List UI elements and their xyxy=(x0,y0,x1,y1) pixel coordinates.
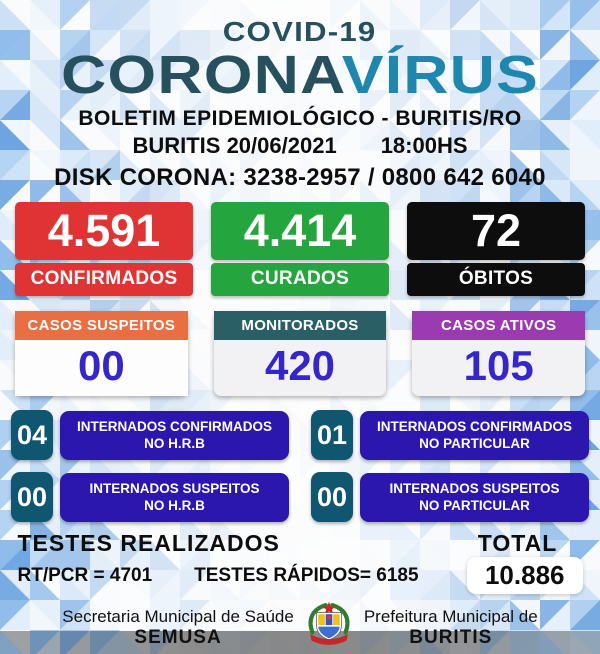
tests-total-label: TOTAL xyxy=(477,530,558,557)
hospitalized-suspected-hrb xyxy=(11,472,289,522)
hotline-line: DISK CORONA: 3238-2957 / 0800 642 6040 xyxy=(54,164,546,192)
title-corona: CORONA xyxy=(61,45,342,105)
secondary-stats-row xyxy=(15,311,585,396)
card-active-header: CASOS ATIVOS xyxy=(412,311,585,340)
tests-total-value: 10.886 xyxy=(467,557,583,594)
tests-section xyxy=(18,530,583,594)
hospitalized-suspected-hrb-label: INTERNADOS SUSPEITOS NO H.R.B xyxy=(60,473,289,522)
tests-rtpcr: RT/PCR = 4701 xyxy=(17,564,153,586)
hospitalized-confirmed-hrb-label: INTERNADOS CONFIRMADOS NO H.R.B xyxy=(60,411,289,460)
card-suspected-cases xyxy=(15,311,188,396)
card-suspected-value: 00 xyxy=(15,340,188,396)
footer-health-secretary: Secretaria Municipal de Saúde SEMUSA xyxy=(62,606,294,648)
hospitalized-confirmed-hrb xyxy=(11,410,289,460)
report-time: 18:00HS xyxy=(380,133,468,159)
hospitalized-confirmed-private-value: 01 xyxy=(311,410,353,460)
hospitalized-suspected-hrb-value: 00 xyxy=(11,472,53,522)
hospitalized-confirmed-hrb-value: 04 xyxy=(11,410,53,460)
hospitalized-suspected-private-label: INTERNADOS SUSPEITOS NO PARTICULAR xyxy=(360,473,589,522)
card-monitored xyxy=(214,311,387,396)
semusa-label: SEMUSA xyxy=(134,626,222,648)
primary-stats-row xyxy=(15,202,585,296)
city-date: BURITIS 20/06/2021 xyxy=(132,133,337,159)
card-monitored-value: 420 xyxy=(264,342,336,390)
card-suspected-header: CASOS SUSPEITOS xyxy=(15,311,188,340)
tests-title: TESTES REALIZADOS xyxy=(17,530,280,557)
stat-deaths-label: ÓBITOS xyxy=(407,263,585,296)
hospitalized-confirmed-private xyxy=(311,410,589,460)
tests-rapid: TESTES RÁPIDOS= 6185 xyxy=(194,564,419,586)
tests-header-row xyxy=(18,530,583,557)
stat-deaths-value: 72 xyxy=(407,202,585,260)
title-virus: VÍRUS xyxy=(341,45,539,105)
hospitalized-confirmed-private-label: INTERNADOS CONFIRMADOS NO PARTICULAR xyxy=(360,411,589,460)
date-time-line xyxy=(132,133,467,159)
stat-confirmed xyxy=(15,202,193,296)
stat-confirmed-label: CONFIRMADOS xyxy=(15,263,193,296)
bulletin-subtitle: BOLETIM EPIDEMIOLÓGICO - BURITIS/RO xyxy=(78,107,522,131)
page-title xyxy=(61,45,539,105)
hospitalized-grid xyxy=(11,410,589,522)
stat-cured-value: 4.414 xyxy=(211,202,389,260)
footer xyxy=(62,601,537,654)
card-monitored-header: MONITORADOS xyxy=(214,311,387,340)
stat-deaths xyxy=(407,202,585,296)
card-active-cases xyxy=(412,311,585,396)
buritis-label: BURITIS xyxy=(409,626,493,648)
hospitalized-suspected-private-value: 00 xyxy=(311,472,353,522)
buritis-coat-of-arms-icon xyxy=(304,601,354,654)
footer-city-hall: Prefeitura Municipal de BURITIS xyxy=(363,606,538,648)
stat-cured xyxy=(211,202,389,296)
tests-values-row xyxy=(18,557,583,594)
card-active-value: 105 xyxy=(463,342,534,390)
covid-label: COVID-19 xyxy=(223,16,377,47)
stat-confirmed-value: 4.591 xyxy=(15,202,193,260)
hospitalized-suspected-private xyxy=(311,472,589,522)
stat-cured-label: CURADOS xyxy=(211,263,389,296)
